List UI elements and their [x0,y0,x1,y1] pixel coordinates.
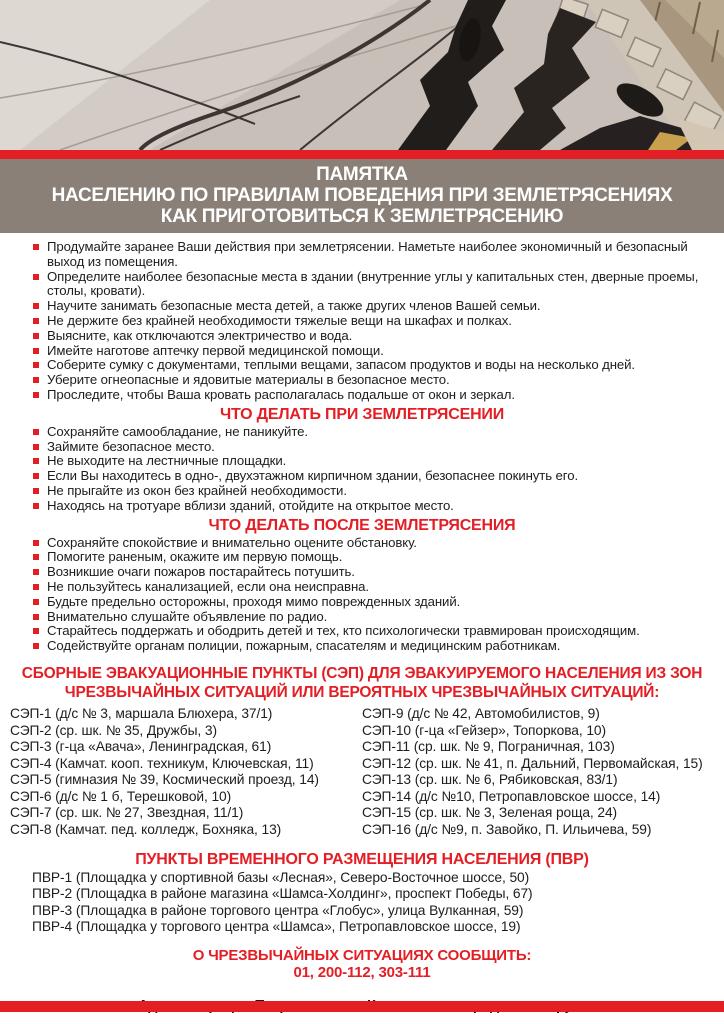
bullet-square-icon [33,488,39,494]
page-subtitle-1: НАСЕЛЕНИЮ ПО ПРАВИЛАМ ПОВЕДЕНИЯ ПРИ ЗЕМЛЕТРЯСЕНИЯХ [51,185,673,206]
list-item-text: Содействуйте органам полиции, пожарным, спасателям и медицинским работникам. [47,638,561,654]
sep-heading [0,664,724,702]
list-item-text: Не прыгайте из окон без крайней необходимости. [47,482,347,498]
list-item [33,610,710,625]
section-heading-during: ЧТО ДЕЛАТЬ ПРИ ЗЕМЛЕТРЯСЕНИИ [219,405,505,423]
bullet-square-icon [33,274,39,280]
list-item-text: Проследите, чтобы Ваша кровать располагалась подальше от окон и зеркал. [47,386,515,402]
bullet-square-icon [33,318,39,324]
list-item-text: Старайтесь поддержать и ободрить детей и тех, кто психологически травмирован происходящим. [47,623,640,639]
list-item [33,469,710,484]
leaflet-body [0,240,724,1014]
sep-item: СЭП-14 (д/с №10, Петропавловское шоссе, 14) [362,788,661,804]
sep-item: СЭП-7 (ср. шк. № 27, Звездная, 11/1) [10,805,244,821]
sep-column-left [10,706,362,839]
list-item-text: Не пользуйтесь канализацией, если она неисправна. [47,578,369,594]
sep-item: СЭП-4 (Камчат. кооп. техникум, Ключевская, 11) [10,755,314,771]
bullet-square-icon [33,348,39,354]
list-item [33,484,710,499]
pvr-item: ПВР-3 (Площадка в районе торгового центра «Глобус», улица Вулканная, 59) [32,902,524,918]
list-item [33,639,710,654]
pvr-list [32,870,724,936]
pvr-item: ПВР-4 (Площадка у торгового центра «Шамса», Петропавловское шоссе, 19) [32,919,521,935]
list-item-text: Выясните, как отключаются электричество и вода. [47,327,353,343]
bullet-square-icon [33,540,39,546]
list-item [33,314,710,329]
sep-item: СЭП-6 (д/с № 1 б, Терешковой, 10) [10,788,232,804]
bullet-square-icon [33,554,39,560]
earthquake-road-photo [0,0,724,150]
list-item [33,299,710,314]
list-item-text: Сохраняйте спокойствие и внимательно оцените обстановку. [47,534,417,550]
list-item-text: Имейте наготове аптечку первой медицинской помощи. [47,342,384,358]
pvr-heading: ПУНКТЫ ВРЕМЕННОГО РАЗМЕЩЕНИЯ НАСЕЛЕНИЯ (ПВР) [135,850,589,868]
list-item [33,373,710,388]
list-item-text: Соберите сумку с документами, теплыми вещами, запасом продуктов и воды на несколько дней. [47,357,635,373]
bullet-square-icon [33,392,39,398]
bullet-square-icon [33,303,39,309]
list-item [33,454,710,469]
list-item [33,595,710,610]
list-item-text: Возникшие очаги пожаров постарайтесь потушить. [47,564,355,580]
pvr-item: ПВР-1 (Площадка у спортивной базы «Лесная», Северо-Восточное шоссе, 50) [32,869,530,885]
emergency-phones: 01, 200-112, 303-111 [293,964,431,982]
sep-item: СЭП-15 (ср. шк. № 3, Зеленая роща, 24) [362,805,618,821]
bullet-square-icon [33,503,39,509]
sep-heading-line1: СБОРНЫЕ ЭВАКУАЦИОННЫЕ ПУНКТЫ (СЭП) ДЛЯ ЭВАКУИРУЕМОГО НАСЕЛЕНИЯ ИЗ ЗОН [21,664,703,682]
list-item-text: Внимательно слушайте объявление по радио. [47,608,328,624]
list-item-text: Определите наиболее безопасные места в здании (внутренние углы у капитальных стен, дверные проемы, столы, кровати). [47,268,699,299]
bullet-square-icon [33,569,39,575]
list-item-text: Будьте предельно осторожны, проходя мимо поврежденных зданий. [47,593,461,609]
list-item [33,329,710,344]
sep-item: СЭП-9 (д/с № 42, Автомобилистов, 9) [362,705,600,721]
bullet-square-icon [33,444,39,450]
sep-item: СЭП-13 (ср. шк. № 6, Рябиковская, 83/1) [362,772,618,788]
sep-item: СЭП-3 (г-ца «Авача», Ленинградская, 61) [10,739,272,755]
sep-item: СЭП-1 (д/с № 3, маршала Блюхера, 37/1) [10,705,273,721]
sep-column-right [362,706,724,839]
list-item [33,388,710,403]
bullet-square-icon [33,362,39,368]
page-subtitle-2: КАК ПРИГОТОВИТЬСЯ К ЗЕМЛЕТРЯСЕНИЮ [160,206,564,227]
bullet-square-icon [33,584,39,590]
bullet-square-icon [33,643,39,649]
list-item [33,344,710,359]
bullet-square-icon [33,333,39,339]
section-heading-after: ЧТО ДЕЛАТЬ ПОСЛЕ ЗЕМЛЕТРЯСЕНИЯ [208,516,516,534]
list-item [33,270,710,300]
page-title: ПАМЯТКА [316,164,408,185]
list-item [33,565,710,580]
sep-item: СЭП-10 (г-ца «Гейзер», Топоркова, 10) [362,722,606,738]
bullet-square-icon [33,614,39,620]
list-item [33,440,710,455]
list-item-text: Займите безопасное место. [47,438,215,454]
bullet-square-icon [33,599,39,605]
emergency-heading: О ЧРЕЗВЫЧАЙНЫХ СИТУАЦИЯХ СООБЩИТЬ: [192,947,532,965]
list-item-text: Не держите без крайней необходимости тяжелые вещи на шкафах и полках. [47,312,512,328]
list-item-text: Продумайте заранее Ваши действия при землетрясении. Наметьте наиболее экономичный и безопасный выход из помещения. [47,239,688,269]
list-item-text: Если Вы находитесь в одно-, двухэтажном кирпичном здании, безопаснее покинуть его. [47,468,579,484]
sep-item: СЭП-8 (Камчат. пед. колледж, Бохняка, 13) [10,822,282,838]
list-item [33,358,710,373]
bullet-square-icon [33,244,39,250]
bottom-red-stripe [0,1001,724,1012]
list-item-text: Помогите раненым, окажите им первую помощь. [47,549,343,565]
bullet-square-icon [33,429,39,435]
bullet-square-icon [33,458,39,464]
list-item-text: Не выходите на лестничные площадки. [47,453,287,469]
bullet-square-icon [33,628,39,634]
list-item-text: Научите занимать безопасные места детей, а также других членов Вашей семьи. [47,298,541,314]
list-item [33,240,710,270]
cracked-road-illustration [0,0,724,150]
emergency-contacts [0,947,724,981]
during-list [0,425,724,514]
top-red-stripe [0,150,724,159]
list-item [33,425,710,440]
list-item [33,536,710,551]
sep-heading-line2: ЧРЕЗВЫЧАЙНЫХ СИТУАЦИЙ ИЛИ ВЕРОЯТНЫХ ЧРЕЗВЫЧАЙНЫХ СИТУАЦИЙ: [64,683,660,701]
sep-item: СЭП-11 (ср. шк. № 9, Пограничная, 103) [362,739,615,755]
sep-item: СЭП-12 (ср. шк. № 41, п. Дальний, Первомайская, 15) [362,755,703,771]
prepare-list [0,240,724,403]
pvr-item: ПВР-2 (Площадка в районе магазина «Шамса-Холдинг», проспект Победы, 67) [32,886,533,902]
list-item-text: Находясь на тротуаре вблизи зданий, отойдите на открытое место. [47,497,454,513]
sep-two-column-list [0,706,724,839]
list-item [33,580,710,595]
bullet-square-icon [33,377,39,383]
list-item [33,550,710,565]
title-banner [0,159,724,233]
list-item-text: Уберите огнеопасные и ядовитые материалы в безопасное место. [47,372,450,388]
sep-item: СЭП-16 (д/с №9, п. Завойко, П. Ильичева, 59) [362,822,652,838]
list-item [33,499,710,514]
list-item [33,624,710,639]
after-list [0,536,724,654]
bullet-square-icon [33,473,39,479]
sep-item: СЭП-2 (ср. шк. № 35, Дружбы, 3) [10,722,217,738]
list-item-text: Сохраняйте самообладание, не паникуйте. [47,423,308,439]
sep-item: СЭП-5 (гимназия № 39, Космический проезд, 14) [10,772,319,788]
